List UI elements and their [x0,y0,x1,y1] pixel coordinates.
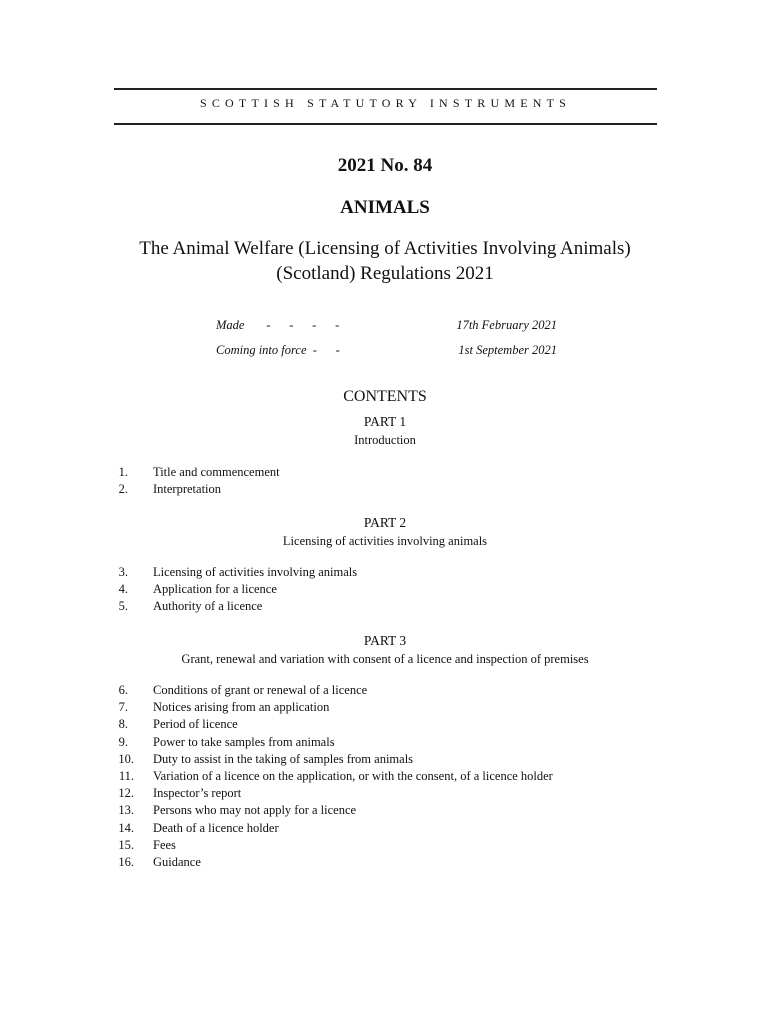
item-number: 1. [118,465,128,479]
list-item[interactable] [114,734,674,751]
header-top-rule [114,88,657,90]
list-item[interactable] [114,820,674,837]
list-item[interactable] [114,598,674,615]
title-line-1: The Animal Welfare (Licensing of Activities Involving Animals) [139,238,631,259]
series-heading: SCOTTISH STATUTORY INSTRUMENTS [199,96,572,110]
item-text: Fees [153,837,176,852]
contents-heading: CONTENTS [343,388,427,405]
item-text: Inspector’s report [153,786,242,801]
item-text: Power to take samples from animals [153,734,335,749]
item-number: 4. [118,582,128,597]
part-title: PART 3 [363,633,407,648]
list-item[interactable] [114,768,674,785]
made-date: 17th February 2021 [456,318,557,332]
coming-into-force-row [216,343,561,368]
part-title: PART 2 [363,515,407,530]
title-line-2: (Scotland) Regulations 2021 [276,263,494,284]
item-text: Application for a licence [153,582,277,597]
item-number: 14. [118,820,134,835]
list-item[interactable] [114,716,674,733]
item-number: 6. [118,683,128,697]
item-number: 16. [118,854,134,869]
instrument-title [0,236,770,286]
item-number: 13. [118,803,134,818]
item-number: 10. [118,751,134,766]
item-text: Interpretation [153,482,222,497]
list-item[interactable] [114,481,674,498]
item-number: 3. [118,565,128,579]
item-number: 11. [118,768,134,783]
item-text: Authority of a licence [153,599,263,614]
item-number: 5. [118,599,128,614]
item-number: 12. [118,786,134,801]
part-subtitle: Grant, renewal and variation with consent of a licence and inspection of premises [181,652,589,666]
item-number: 9. [118,734,128,749]
item-text: Title and commencement [153,465,280,479]
coming-into-force-label: Coming into force - - [216,343,340,357]
list-item[interactable] [114,837,674,854]
part-1-heading [0,413,770,449]
list-item[interactable] [114,699,674,716]
item-number: 2. [118,482,128,497]
header-bottom-rule [114,123,657,125]
part-3-heading [0,632,770,668]
list-item[interactable] [114,785,674,802]
dates-block [216,318,561,368]
list-item[interactable] [114,854,674,871]
item-text: Conditions of grant or renewal of a licence [153,683,368,697]
part-subtitle: Introduction [354,433,416,447]
part-3-list [114,682,674,871]
made-row [216,318,561,343]
item-number: 15. [118,837,134,852]
list-item[interactable] [114,751,674,768]
item-number: 8. [118,717,128,732]
list-item[interactable] [114,564,674,581]
list-item[interactable] [114,581,674,598]
part-2-list [114,564,674,616]
instrument-number: 2021 No. 84 [337,155,433,176]
item-text: Licensing of activities involving animals [153,565,358,579]
part-2-heading [0,514,770,550]
item-text: Notices arising from an application [153,700,330,715]
coming-into-force-date: 1st September 2021 [458,343,557,357]
item-text: Persons who may not apply for a licence [153,803,357,818]
list-item[interactable] [114,802,674,819]
item-text: Death of a licence holder [153,820,279,835]
item-text: Guidance [153,854,201,869]
subject-heading: ANIMALS [340,197,430,218]
part-title: PART 1 [363,414,407,429]
item-number: 7. [118,700,128,715]
list-item[interactable] [114,682,674,699]
item-text: Variation of a licence on the application, or with the consent, of a licence holder [153,768,553,783]
list-item[interactable] [114,464,674,481]
part-1-list [114,464,674,498]
item-text: Duty to assist in the taking of samples from animals [153,751,414,766]
item-text: Period of licence [153,717,238,732]
made-label: Made - - - - [216,318,340,332]
part-subtitle: Licensing of activities involving animals [282,534,488,548]
